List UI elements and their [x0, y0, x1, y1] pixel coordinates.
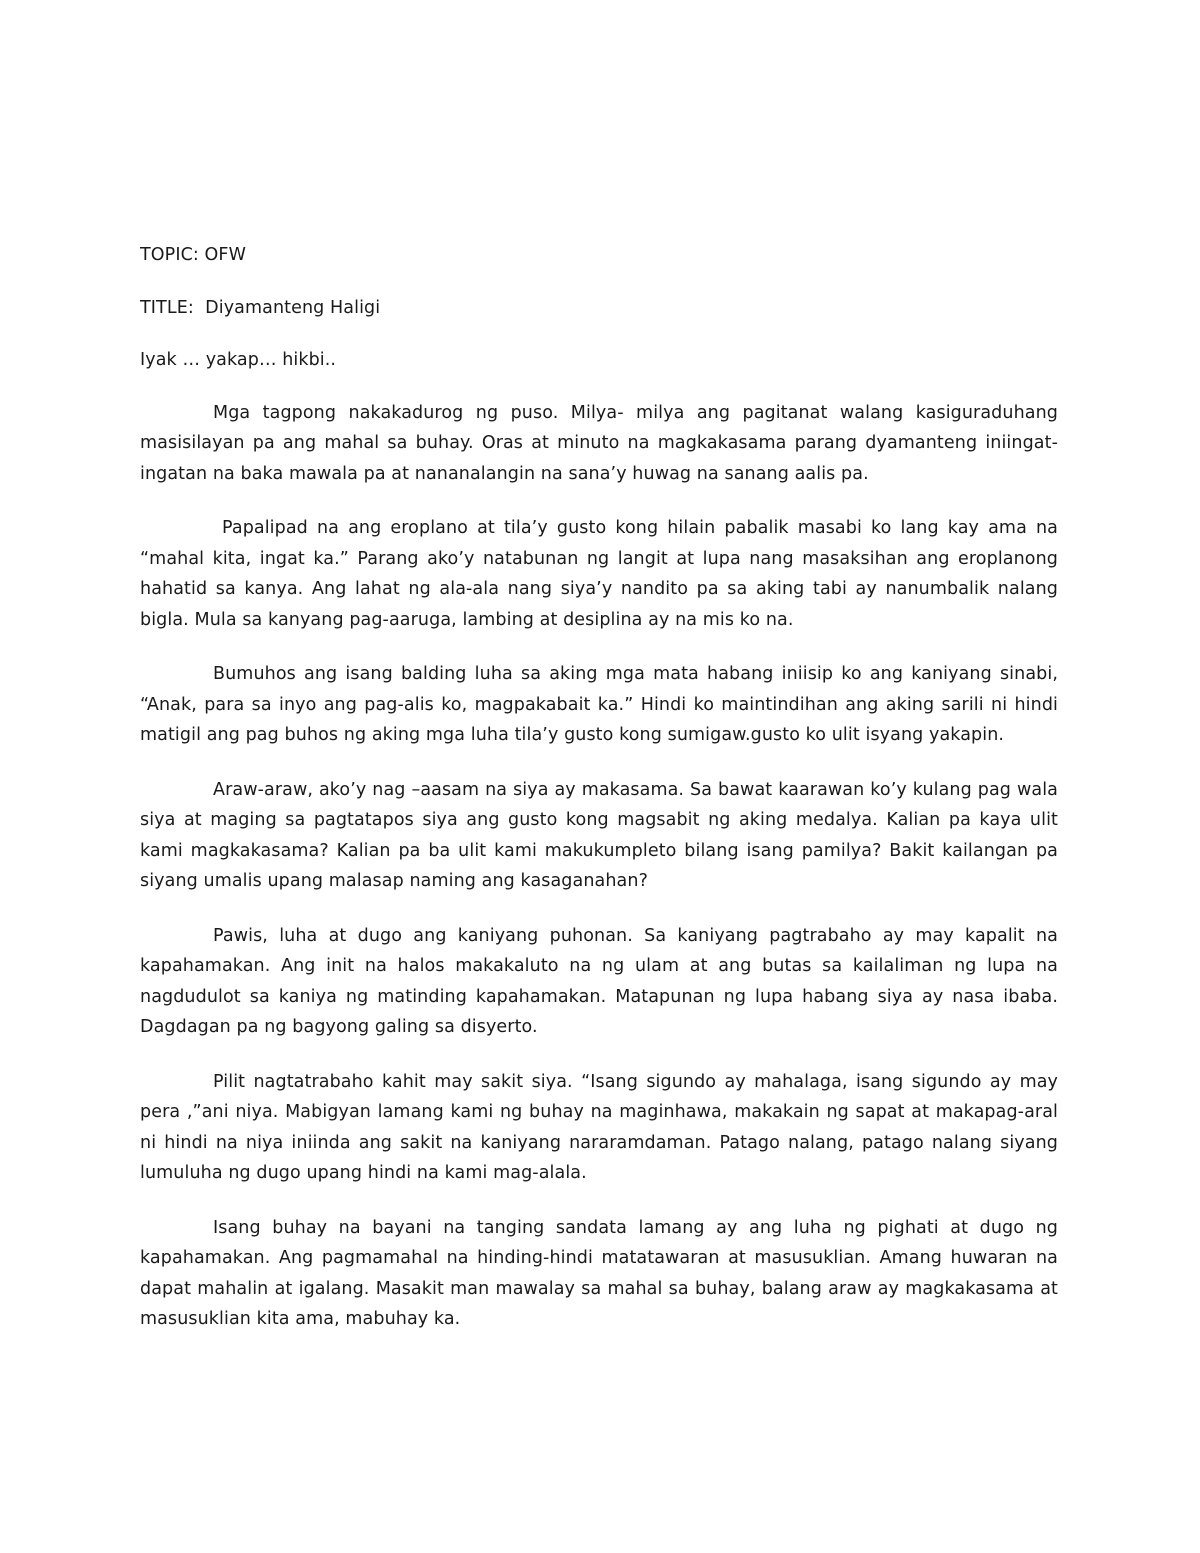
paragraph-3: Bumuhos ang isang balding luha sa aking mga mata habang iniisip ko ang kaniyang sinabi, “Anak, para sa inyo ang pag-alis ko, magpakabait ka.” Hindi ko maintindihan ang aking sarili ni hindi matigil ang pag buhos ng aking mga luha tila’y gusto kong sumigaw.gusto ko ulit isyang yakapin.	[140, 664, 1058, 745]
title-line: TITLE: Diyamanteng Haligi	[140, 297, 381, 318]
paragraph-4: Araw-araw, ako’y nag –aasam na siya ay makasama. Sa bawat kaarawan ko’y kulang pag wala siya at maging sa pagtatapos siya ang gusto kong magsabit ng aking medalya. Kalian pa kaya ulit kami magkakasama? Kalian pa ba ulit kami makukumpleto bilang isang pamilya? Bakit kailangan pa siyang umalis upang malasap naming ang kasaganahan?	[140, 779, 1058, 891]
paragraph-1: Mga tagpong nakakadurog ng puso. Milya- milya ang pagitanat walang kasiguraduhang masisilayan pa ang mahal sa buhay. Oras at minuto na magkakasama parang dyamanteng iniingat-ingatan na baka mawala pa at nananalangin na sana’y huwag na sanang aalis pa.	[140, 402, 1058, 484]
paragraph-2: Papalipad na ang eroplano at tila’y gusto kong hilain pabalik masabi ko lang kay ama na “mahal kita, ingat ka.” Parang ako’y natabunan ng langit at lupa nang masaksihan ang eroplanong hahatid sa kanya. Ang lahat ng ala-ala nang siya’y nandito pa sa aking tabi ay nanumbalik nalang bigla. Mula sa kanyang pag-aaruga, lambing at desiplina ay na mis ko na.	[140, 518, 1058, 630]
paragraph-5: Pawis, luha at dugo ang kaniyang puhonan. Sa kaniyang pagtrabaho ay may kapalit na kapahamakan. Ang init na halos makakaluto na ng ulam at ang butas sa kailaliman ng lupa na nagdudulot sa kaniya ng matinding kapahamakan. Matapunan ng lupa habang siya ay nasa ibaba. Dagdagan pa ng bagyong galing sa disyerto.	[140, 925, 1058, 1037]
opening-line: Iyak … yakap… hikbi..	[140, 350, 337, 370]
paragraph-6: Pilit nagtatrabaho kahit may sakit siya. “Isang sigundo ay mahalaga, isang sigundo ay may pera ,”ani niya. Mabigyan lamang kami ng buhay na maginhawa, makakain ng sapat at makapag-aral ni hindi na niya iniinda ang sakit na kaniyang nararamdaman. Patago nalang, patago nalang siyang lumuluha ng dugo upang hindi na kami mag-alala.	[140, 1071, 1058, 1183]
document-body	[140, 240, 1058, 1359]
topic-line: TOPIC: OFW	[140, 245, 246, 265]
paragraph-7: Isang buhay na bayani na tanging sandata lamang ay ang luha ng pighati at dugo ng kapahamakan. Ang pagmamahal na hinding-hindi matatawaran at masusuklian. Amang huwaran na dapat mahalin at igalang. Masakit man mawalay sa mahal sa buhay, balang araw ay magkakasama at masusuklian kita ama, mabuhay ka.	[140, 1217, 1058, 1329]
